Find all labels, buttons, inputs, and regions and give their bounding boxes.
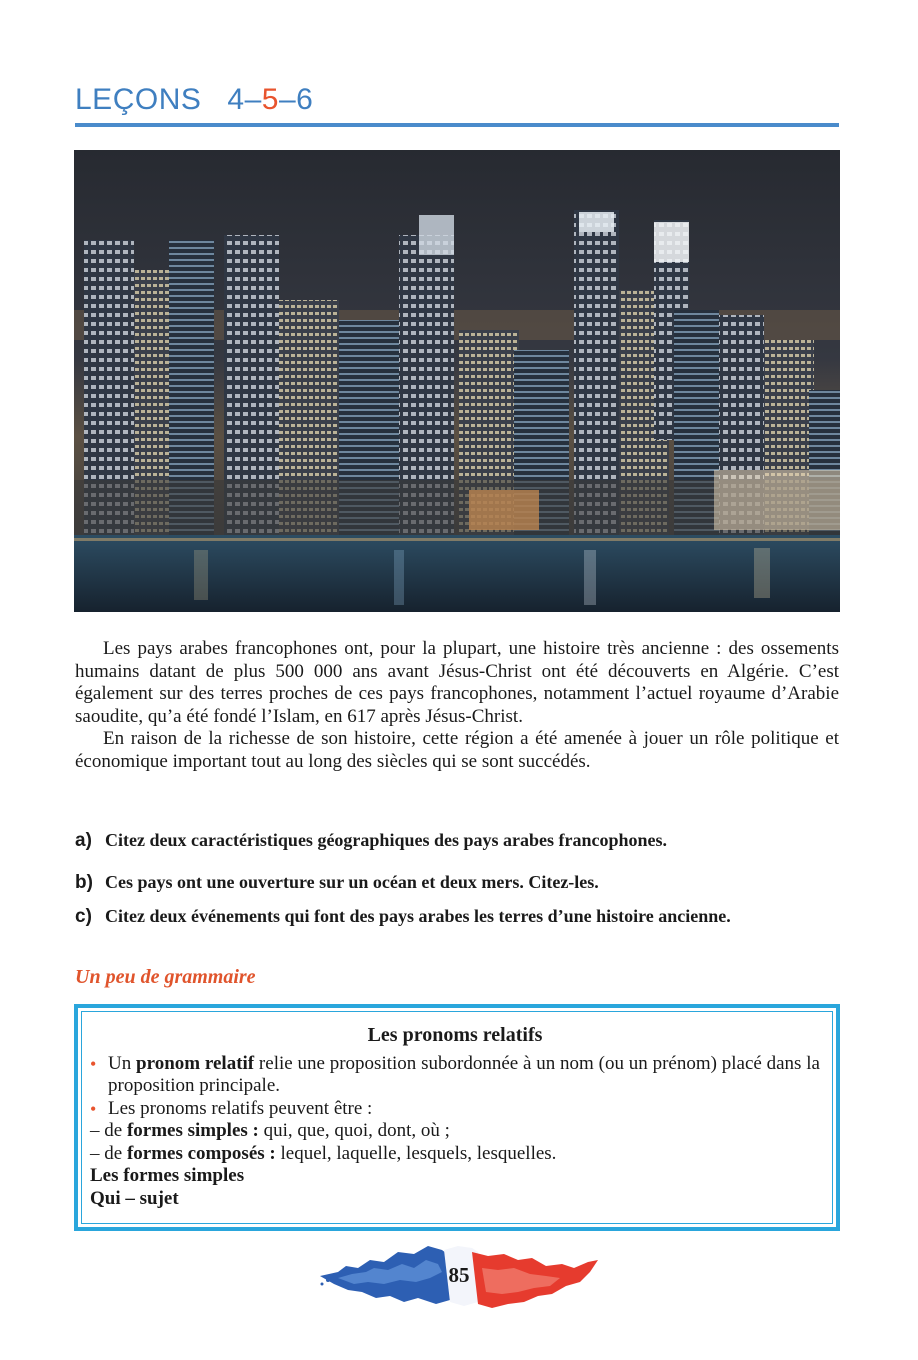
sub-heading-simple-forms: Les formes simples: [90, 1165, 245, 1186]
question-text: Citez deux événements qui font des pays arabes les terres d’une histoire ancienne.: [105, 906, 731, 926]
lesson-separator: –: [244, 83, 262, 116]
question-letter: b): [75, 872, 93, 893]
question-b: [75, 872, 839, 893]
lesson-header: [75, 82, 839, 128]
bullet-item: [90, 1098, 820, 1121]
bullet-text-part: relie une proposition subordonnée à un nom (ou un prénom) placé dans la proposition principale.: [108, 1052, 820, 1096]
city-skyline-illustration: [74, 150, 840, 612]
bullet-dot-icon: •: [90, 1098, 97, 1119]
bullet-bold-term: pronom relatif: [136, 1052, 255, 1074]
bullet-item: [90, 1053, 820, 1098]
lesson-number-active: 5: [261, 83, 279, 116]
question-text: Citez deux caractéristiques géographiques des pays arabes francophones.: [105, 830, 667, 850]
question-letter: c): [75, 906, 92, 927]
grammar-box: [74, 1004, 840, 1231]
bullet-dot-icon: •: [90, 1053, 97, 1074]
question-letter: a): [75, 830, 92, 851]
line-rest: qui, que, quoi, dont, où ;: [258, 1120, 450, 1141]
paragraph: Les pays arabes francophones ont, pour la plupart, une histoire très ancienne : des ossements humains datant de plus 500 000 ans avant Jésus-Christ ont été découverts en Algérie. C’est également sur des terres proches de ces pays francophones, notamment l’actuel royaume d’Arabie saoudite, qu’a été fondé l’Islam, en 617 après Jésus-Christ.: [75, 638, 839, 727]
intro-text: [75, 638, 839, 773]
grammar-heading: Un peu de grammaire: [75, 966, 256, 988]
paragraph: En raison de la richesse de son histoire, cette région a été amenée à jouer un rôle politique et économique important tout au long des siècles qui se sont succédés.: [75, 728, 839, 772]
forms-compose-line: [90, 1143, 820, 1166]
lessons-word: LEÇONS: [75, 83, 202, 116]
line-rest: lequel, laquelle, lesquels, lesquelles.: [275, 1142, 557, 1164]
bullet-text: [108, 1053, 820, 1098]
lesson-number-6: 6: [296, 83, 314, 116]
grammar-box-title: Les pronoms relatifs: [367, 1024, 543, 1046]
line-bold-term: formes simples :: [126, 1120, 259, 1141]
page-number: 85: [448, 1263, 470, 1287]
question-a: [75, 830, 839, 851]
line-bold-term: formes composés :: [126, 1142, 276, 1164]
grammar-box-content: [90, 1024, 820, 1210]
bullet-text: Les pronoms relatifs peuvent être :: [108, 1097, 373, 1119]
question-text: Ces pays ont une ouverture sur un océan et deux mers. Citez-les.: [105, 872, 599, 892]
city-skyline-photo: [74, 150, 840, 612]
header-rule: [75, 123, 839, 127]
lesson-title: [75, 82, 839, 118]
line-prefix: – de: [90, 1120, 127, 1141]
lesson-numbers: [227, 83, 313, 116]
bullet-text-part: Un: [108, 1052, 137, 1074]
forms-simple-line: [90, 1120, 820, 1143]
lesson-number-4: 4: [227, 83, 245, 116]
line-prefix: – de: [90, 1142, 127, 1164]
question-c: [75, 906, 839, 927]
lesson-separator: –: [278, 83, 297, 116]
sub-heading-qui-sujet: Qui – sujet: [90, 1187, 179, 1209]
page-footer: [318, 1238, 600, 1316]
